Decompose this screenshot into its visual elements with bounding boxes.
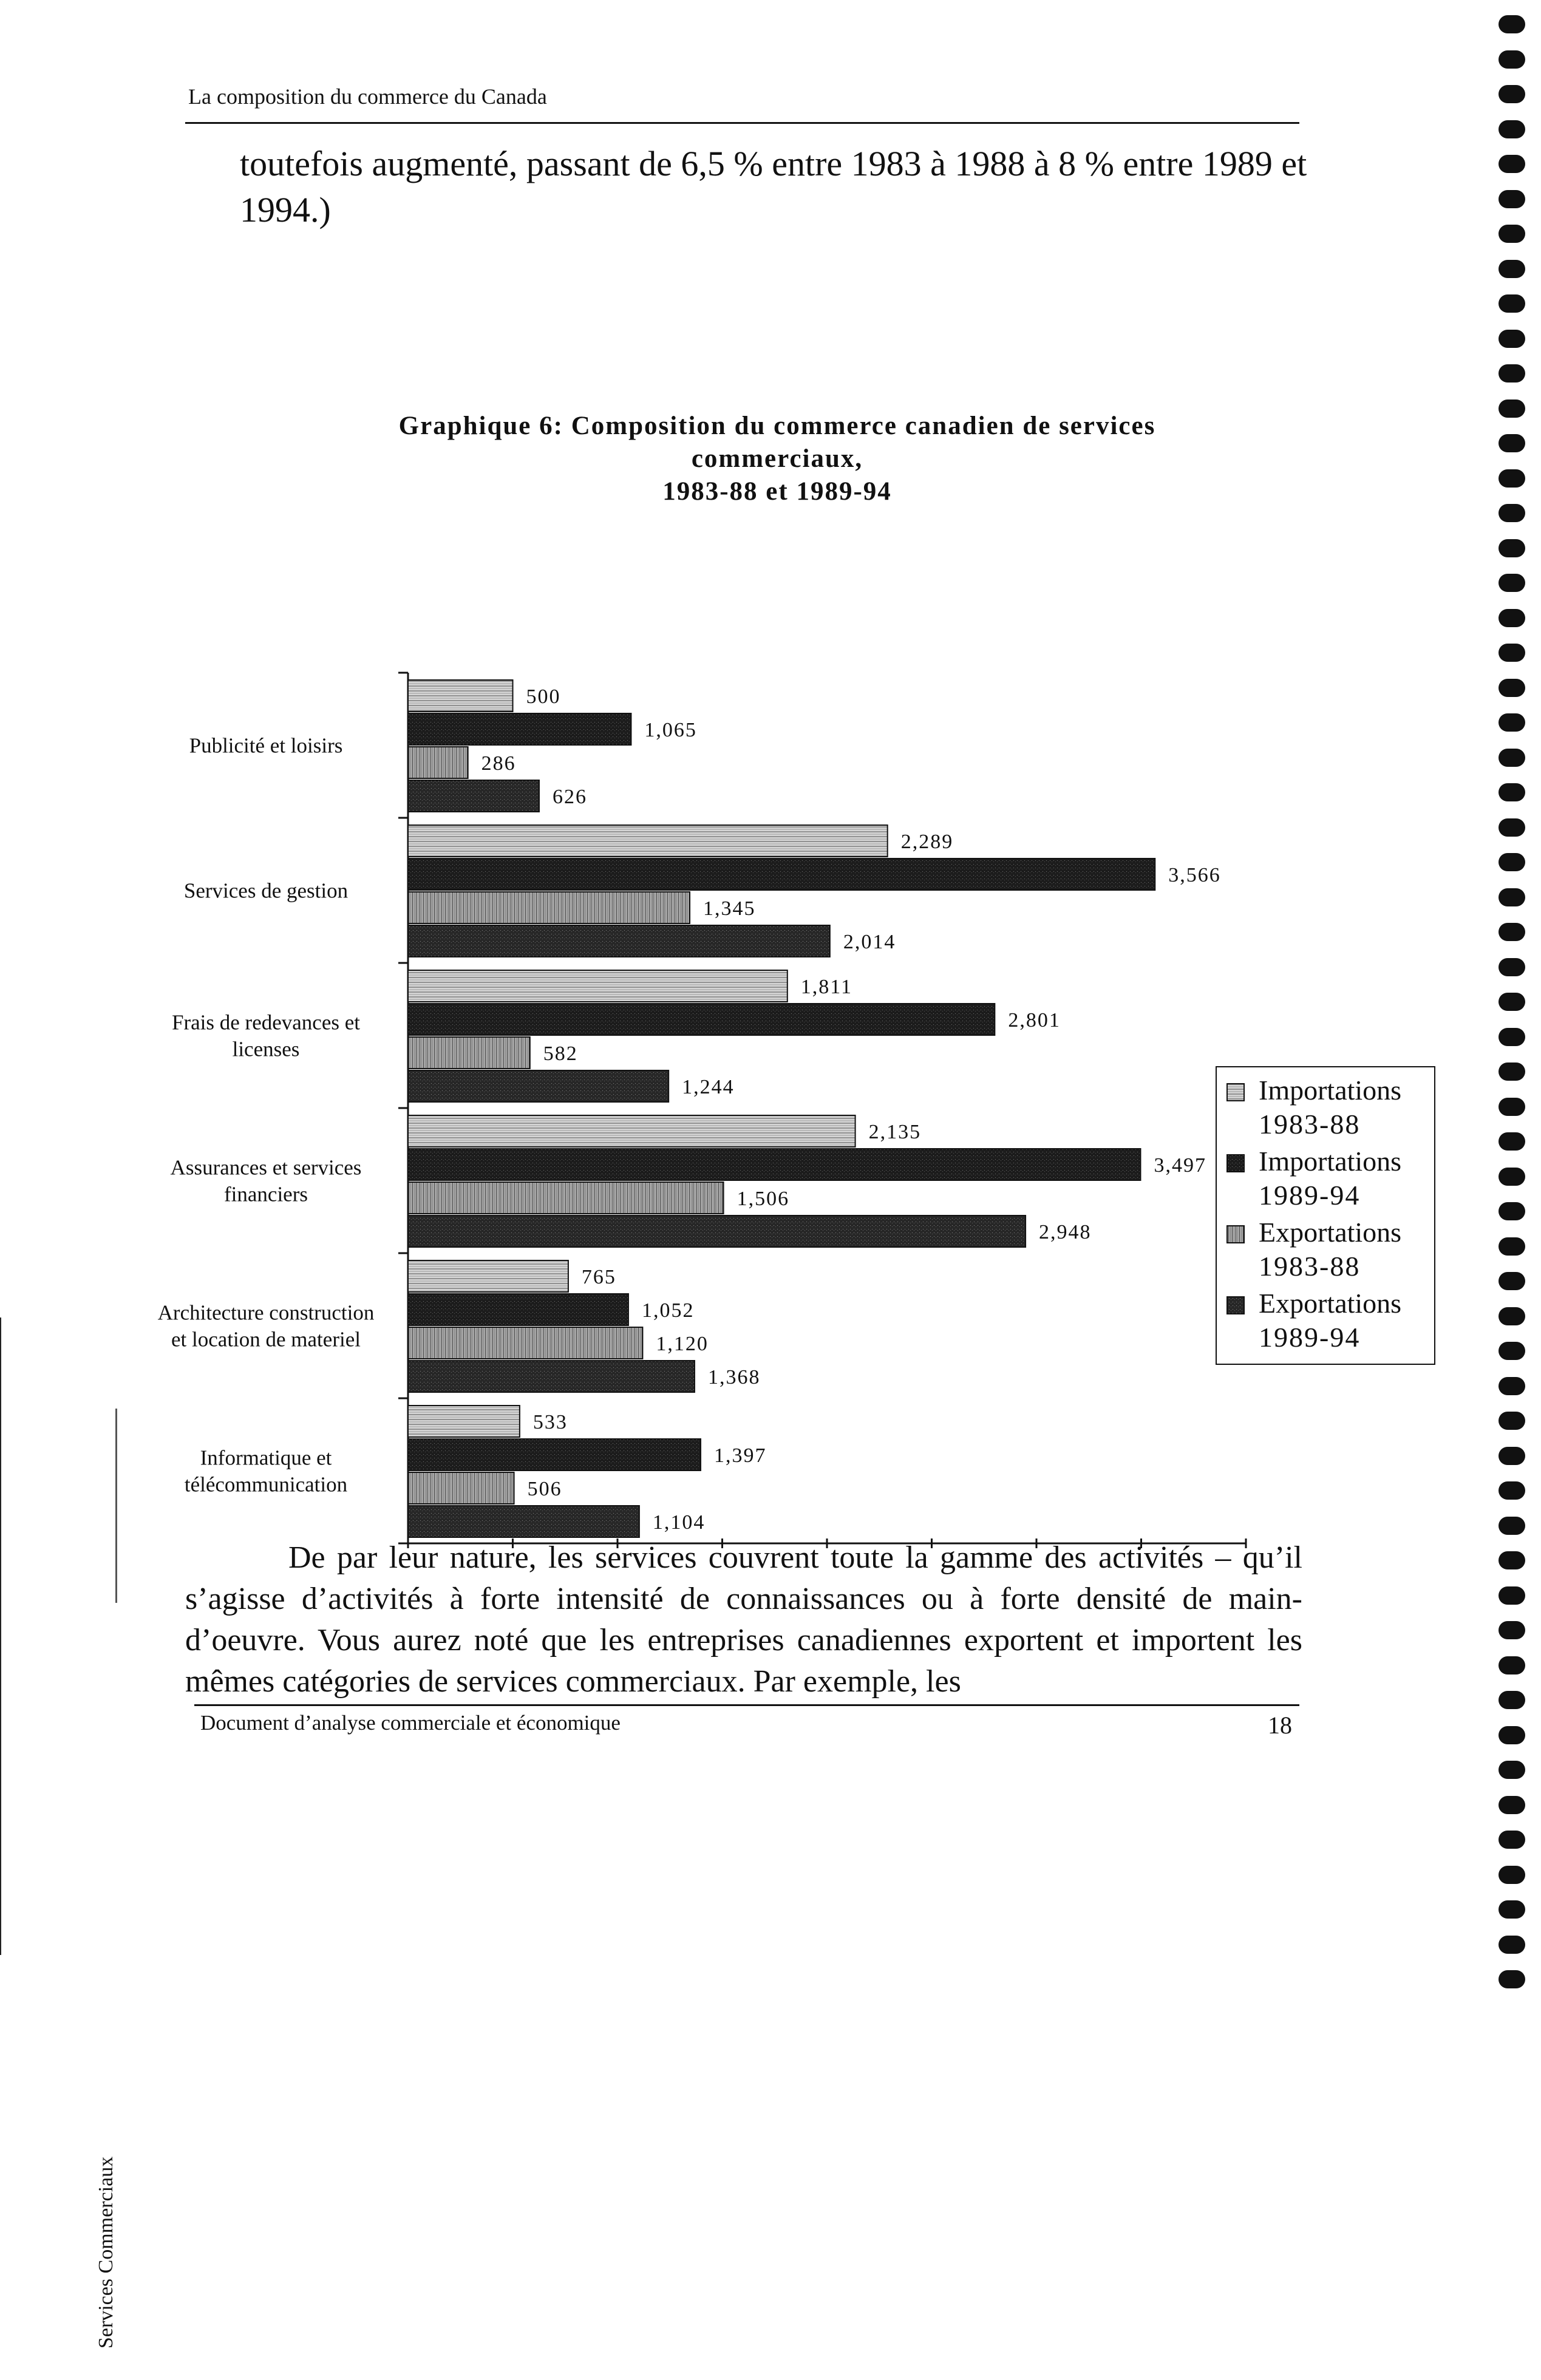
legend-entry-line-2: 1989-94 bbox=[1259, 1322, 1361, 1353]
binding-ring bbox=[1498, 818, 1525, 837]
chart-title-line-3: 1983-88 et 1989-94 bbox=[662, 477, 892, 506]
bar-4-1 bbox=[408, 780, 539, 812]
legend-entry-line-1: Exportations bbox=[1259, 1217, 1402, 1248]
binding-ring bbox=[1498, 1691, 1525, 1709]
bar-4-3 bbox=[408, 1070, 668, 1102]
legend-swatch bbox=[1227, 1155, 1244, 1172]
binding-ring bbox=[1498, 644, 1525, 662]
binding-ring bbox=[1498, 853, 1525, 871]
binding-ring bbox=[1498, 1761, 1525, 1779]
category-label: télécommunication bbox=[184, 1472, 348, 1497]
value-label: 533 bbox=[532, 1411, 568, 1433]
binding-ring bbox=[1498, 1481, 1525, 1500]
binding-ring bbox=[1498, 574, 1525, 592]
binding-ring bbox=[1498, 399, 1525, 418]
category-label: Architecture construction bbox=[157, 1300, 375, 1325]
legend-entry-line-1: Importations bbox=[1259, 1146, 1402, 1177]
binding-ring bbox=[1498, 888, 1525, 906]
body-paragraph-text: De par leur nature, les services couvrent toute la gamme des activités – qu’il s’agisse d’activités à forte intensité de connaissances ou à forte densité de main-d’oeuvre. Vous aurez noté que les entreprises canadiennes exportent et importent les mêmes catégories de services commerciaux. Par exemple, les bbox=[185, 1540, 1302, 1699]
bar-4-6 bbox=[408, 1506, 639, 1537]
bar-1-3 bbox=[408, 970, 788, 1002]
binding-ring bbox=[1498, 155, 1525, 173]
value-label: 1,244 bbox=[682, 1076, 735, 1098]
binding-ring bbox=[1498, 294, 1525, 313]
page-number: 18 bbox=[1268, 1712, 1292, 1739]
y-axis-side-label: Services Commerciaux bbox=[95, 2156, 117, 2349]
legend-entry-line-1: Importations bbox=[1259, 1075, 1402, 1106]
value-label: 582 bbox=[543, 1042, 578, 1065]
binding-ring bbox=[1498, 713, 1525, 732]
chart-bars bbox=[408, 680, 1155, 1537]
bar-3-5 bbox=[408, 1327, 642, 1359]
binding-ring bbox=[1498, 120, 1525, 138]
value-label: 1,065 bbox=[644, 719, 697, 741]
binding-ring bbox=[1498, 1621, 1525, 1639]
category-label: Publicité et loisirs bbox=[189, 733, 343, 758]
legend-entry-line-2: 1983-88 bbox=[1259, 1109, 1361, 1140]
binding-ring bbox=[1498, 85, 1525, 103]
binding-ring bbox=[1498, 1412, 1525, 1430]
binding-ring bbox=[1498, 1307, 1525, 1325]
binding-ring bbox=[1498, 260, 1525, 278]
bar-2-1 bbox=[408, 713, 631, 745]
binding-ring bbox=[1498, 1447, 1525, 1465]
bar-2-5 bbox=[408, 1294, 628, 1325]
binding-ring bbox=[1498, 1272, 1525, 1290]
value-label: 3,497 bbox=[1154, 1154, 1206, 1177]
scan-margin-line bbox=[0, 1318, 1, 1955]
bar-3-6 bbox=[408, 1472, 514, 1504]
bar-2-6 bbox=[408, 1439, 701, 1470]
binding-ring bbox=[1498, 749, 1525, 767]
legend-entry-line-2: 1989-94 bbox=[1259, 1180, 1361, 1211]
chart-category-labels bbox=[158, 734, 375, 1497]
scan-margin-line bbox=[115, 1409, 117, 1603]
chart-legend bbox=[1216, 1067, 1435, 1364]
category-label: licenses bbox=[232, 1037, 300, 1061]
binding-ring bbox=[1498, 1168, 1525, 1186]
bar-3-1 bbox=[408, 747, 468, 778]
binding-ring bbox=[1498, 1551, 1525, 1569]
legend-swatch bbox=[1227, 1297, 1244, 1314]
value-label: 1,811 bbox=[800, 976, 853, 998]
intro-paragraph: toutefois augmenté, passant de 6,5 % entre 1983 à 1988 à 8 % entre 1989 et 1994.) bbox=[240, 144, 1307, 229]
binding-ring bbox=[1498, 993, 1525, 1011]
bar-1-1 bbox=[408, 680, 513, 712]
binding-ring bbox=[1498, 1831, 1525, 1849]
value-label: 3,566 bbox=[1168, 864, 1221, 886]
value-label: 626 bbox=[552, 786, 587, 808]
value-label: 2,135 bbox=[868, 1121, 922, 1143]
category-label: Frais de redevances et bbox=[172, 1010, 360, 1035]
value-label: 286 bbox=[481, 752, 516, 775]
bar-1-2 bbox=[408, 825, 888, 857]
binding-ring bbox=[1498, 1726, 1525, 1744]
bar-3-4 bbox=[408, 1182, 724, 1214]
binding-ring bbox=[1498, 1028, 1525, 1046]
legend-entry-line-1: Exportations bbox=[1259, 1288, 1402, 1319]
value-label: 1,104 bbox=[652, 1511, 706, 1534]
binding-ring bbox=[1498, 1586, 1525, 1605]
binding-ring bbox=[1498, 1377, 1525, 1395]
legend-swatch bbox=[1227, 1226, 1244, 1243]
binding-ring bbox=[1498, 1517, 1525, 1535]
binding-ring bbox=[1498, 679, 1525, 697]
binding-ring bbox=[1498, 330, 1525, 348]
binding-ring bbox=[1498, 1098, 1525, 1116]
spiral-binding bbox=[1494, 15, 1530, 2013]
value-label: 1,506 bbox=[736, 1188, 790, 1210]
body-paragraph bbox=[185, 1537, 1302, 1702]
chart-value-labels bbox=[474, 681, 1228, 1536]
category-label: et location de materiel bbox=[171, 1327, 361, 1352]
value-label: 500 bbox=[526, 685, 561, 708]
footer-rule bbox=[194, 1704, 1299, 1706]
chart-title-line-2: commerciaux, bbox=[691, 444, 863, 473]
bar-2-3 bbox=[408, 1004, 995, 1035]
bar-4-4 bbox=[408, 1216, 1026, 1247]
binding-ring bbox=[1498, 1970, 1525, 1988]
value-label: 1,368 bbox=[707, 1366, 761, 1389]
category-label: financiers bbox=[224, 1182, 308, 1206]
value-label: 2,801 bbox=[1008, 1009, 1061, 1032]
bar-1-6 bbox=[408, 1406, 520, 1437]
value-label: 1,345 bbox=[703, 897, 756, 920]
value-label: 1,397 bbox=[713, 1444, 767, 1467]
binding-ring bbox=[1498, 1132, 1525, 1151]
value-label: 1,052 bbox=[641, 1299, 695, 1322]
category-label: Services de gestion bbox=[183, 879, 349, 903]
binding-ring bbox=[1498, 15, 1525, 33]
value-label: 2,014 bbox=[843, 931, 896, 953]
legend-swatch bbox=[1227, 1084, 1244, 1101]
binding-ring bbox=[1498, 1796, 1525, 1814]
binding-ring bbox=[1498, 364, 1525, 382]
value-label: 765 bbox=[581, 1266, 616, 1288]
binding-ring bbox=[1498, 539, 1525, 557]
bar-2-4 bbox=[408, 1149, 1140, 1180]
category-label: Informatique et bbox=[200, 1446, 332, 1470]
chart-title-line-1: Graphique 6: Composition du commerce canadien de services bbox=[398, 412, 1156, 440]
binding-ring bbox=[1498, 504, 1525, 522]
value-label: 2,948 bbox=[1039, 1221, 1092, 1243]
binding-ring bbox=[1498, 50, 1525, 69]
bar-3-2 bbox=[408, 892, 690, 923]
binding-ring bbox=[1498, 1237, 1525, 1256]
footer-document-title: Document d’analyse commerciale et économique bbox=[200, 1711, 621, 1735]
binding-ring bbox=[1498, 609, 1525, 627]
bar-1-4 bbox=[408, 1115, 856, 1147]
value-label: 506 bbox=[527, 1478, 562, 1500]
category-label: Assurances et services bbox=[170, 1155, 362, 1180]
binding-ring bbox=[1498, 1062, 1525, 1081]
binding-ring bbox=[1498, 190, 1525, 208]
binding-ring bbox=[1498, 225, 1525, 243]
value-label: 2,289 bbox=[900, 831, 954, 853]
binding-ring bbox=[1498, 1656, 1525, 1674]
bar-2-2 bbox=[408, 858, 1155, 890]
binding-ring bbox=[1498, 958, 1525, 976]
legend-entry-line-2: 1983-88 bbox=[1259, 1251, 1361, 1282]
binding-ring bbox=[1498, 1936, 1525, 1954]
binding-ring bbox=[1498, 434, 1525, 452]
binding-ring bbox=[1498, 1202, 1525, 1220]
bar-4-5 bbox=[408, 1361, 695, 1392]
binding-ring bbox=[1498, 1900, 1525, 1919]
binding-ring bbox=[1498, 923, 1525, 941]
bar-3-3 bbox=[408, 1037, 530, 1069]
running-header: La composition du commerce du Canada bbox=[188, 84, 547, 109]
binding-ring bbox=[1498, 469, 1525, 488]
binding-ring bbox=[1498, 1866, 1525, 1884]
bar-1-5 bbox=[408, 1260, 568, 1292]
bar-4-2 bbox=[408, 925, 830, 957]
value-label: 1,120 bbox=[656, 1333, 709, 1355]
binding-ring bbox=[1498, 1342, 1525, 1360]
binding-ring bbox=[1498, 783, 1525, 801]
